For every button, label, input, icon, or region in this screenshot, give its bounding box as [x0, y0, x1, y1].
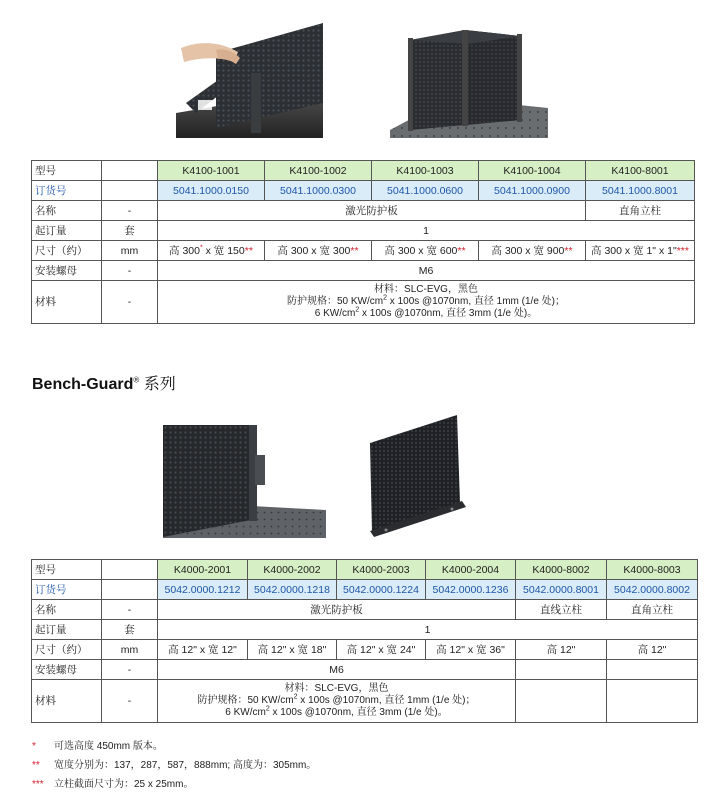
enclosure-box-image [390, 20, 548, 138]
empty-cell [516, 680, 607, 723]
empty-cell [102, 161, 158, 181]
row-label-name: 名称 [32, 600, 102, 620]
size-cell [479, 241, 586, 261]
material-text: x 100s @1070nm, 直径 3mm (1/e 处)。 [269, 707, 448, 718]
k4000-spec-table [31, 559, 698, 723]
model-row [32, 560, 698, 580]
footnote-text: 可选高度 450mm 版本。 [54, 741, 163, 752]
material-line [161, 695, 512, 707]
asterisk-mark: ** [350, 244, 359, 257]
material-line: 材料：SLC-EVG，黑色 [284, 683, 389, 694]
unit-cell: - [102, 281, 158, 324]
order-number-cell: 5041.1000.0900 [479, 181, 586, 201]
footnote [32, 756, 316, 775]
material-line [161, 308, 691, 320]
unit-cell: 套 [102, 221, 158, 241]
material-row [32, 680, 698, 723]
registered-mark: ® [133, 375, 140, 385]
row-label-order: 订货号 [32, 580, 102, 600]
row-label-order: 订货号 [32, 181, 102, 201]
material-cell [158, 281, 695, 324]
unit-cell: - [102, 261, 158, 281]
size-cell [372, 241, 479, 261]
model-cell: K4100-8001 [586, 161, 695, 181]
footnotes [32, 737, 316, 794]
size-cell [586, 241, 695, 261]
footnote-mark: *** [32, 779, 44, 790]
superscript: 2 [383, 294, 388, 302]
material-cell [158, 680, 516, 723]
empty-cell [516, 660, 607, 680]
size-cell [265, 241, 372, 261]
material-text: x 100s @1070nm, 直径 3mm (1/e 处)。 [359, 308, 538, 319]
model-cell: K4100-1001 [158, 161, 265, 181]
material-text: x 100s @1070nm, 直径 1mm (1/e 处)； [297, 695, 476, 706]
material-text: 6 KW/cm [314, 308, 356, 319]
size-cell: 高 12" [516, 640, 607, 660]
order-number-cell: 5042.0000.1212 [158, 580, 248, 600]
size-row [32, 241, 695, 261]
footnote [32, 737, 316, 756]
footnote-mark: * [32, 741, 36, 752]
bench-guard-panel-image [362, 413, 470, 537]
order-number-cell: 5042.0000.8001 [516, 580, 607, 600]
order-row [32, 580, 698, 600]
size-text: 高 300 x 宽 300 [277, 244, 351, 257]
size-cell: 高 12" x 宽 12" [158, 640, 248, 660]
moq-value-cell: 1 [158, 620, 698, 640]
material-text: 防护规格：50 KW/cm [286, 296, 384, 307]
unit-cell: - [102, 660, 158, 680]
material-text: 防护规格：50 KW/cm [197, 695, 294, 706]
product-name-cell: 激光防护板 [158, 600, 516, 620]
model-cell: K4000-2001 [158, 560, 248, 580]
bench-guard-corner-image [163, 425, 326, 538]
size-cell: 高 12" x 宽 18" [248, 640, 337, 660]
size-text: 高 300 [169, 244, 200, 257]
row-label-model: 型号 [32, 560, 102, 580]
model-cell: K4100-1004 [479, 161, 586, 181]
material-line [161, 296, 691, 308]
row-label-nut: 安装螺母 [32, 261, 102, 281]
order-number-cell: 5041.1000.0150 [158, 181, 265, 201]
row-label-name: 名称 [32, 201, 102, 221]
product-name-cell: 激光防护板 [158, 201, 586, 221]
model-cell: K4000-2003 [337, 560, 426, 580]
model-cell: K4100-1002 [265, 161, 372, 181]
superscript: 2 [355, 306, 360, 314]
unit-cell: 套 [102, 620, 158, 640]
model-cell: K4000-2002 [248, 560, 337, 580]
asterisk-mark: ** [564, 244, 573, 257]
size-cell: 高 12" x 宽 24" [337, 640, 426, 660]
row-label-size: 尺寸（约） [32, 241, 102, 261]
row-label-material: 材料 [32, 680, 102, 723]
model-cell: K4000-8002 [516, 560, 607, 580]
asterisk-mark: *** [676, 244, 689, 257]
order-number-cell: 5042.0000.8002 [607, 580, 698, 600]
nut-row [32, 261, 695, 281]
product-name-cell: 直线立柱 [516, 600, 607, 620]
size-text: x 宽 150 [202, 244, 245, 257]
footnote [32, 775, 316, 794]
size-cell: 高 12" [607, 640, 698, 660]
unit-cell: - [102, 600, 158, 620]
row-label-material: 材料 [32, 281, 102, 324]
moq-row [32, 221, 695, 241]
unit-cell: - [102, 680, 158, 723]
row-label-model: 型号 [32, 161, 102, 181]
order-number-cell: 5041.1000.8001 [586, 181, 695, 201]
asterisk-mark: ** [457, 244, 466, 257]
model-cell: K4000-8003 [607, 560, 698, 580]
footnote-mark: ** [32, 760, 40, 771]
material-text: x 100s @1070nm, 直径 1mm (1/e 处)； [387, 296, 565, 307]
superscript: 2 [293, 693, 298, 701]
footnote-text: 立柱截面尺寸为：25 x 25mm。 [54, 779, 194, 790]
moq-row [32, 620, 698, 640]
nut-value-cell: M6 [158, 261, 695, 281]
row-label-size: 尺寸（约） [32, 640, 102, 660]
moq-value-cell: 1 [158, 221, 695, 241]
material-line [161, 707, 512, 719]
enclosure-panel-hand-image [176, 18, 323, 138]
material-text: 6 KW/cm [225, 707, 266, 718]
nut-value-cell: M6 [158, 660, 516, 680]
size-text: 高 300 x 宽 600 [384, 244, 458, 257]
empty-cell [607, 660, 698, 680]
footnote-text: 宽度分别为：137，287，587，888mm; 高度为：305mm。 [54, 760, 317, 771]
model-cell: K4100-1003 [372, 161, 479, 181]
section-title-suffix: 系列 [139, 376, 176, 393]
order-number-cell: 5042.0000.1224 [337, 580, 426, 600]
nut-row [32, 660, 698, 680]
row-label-moq: 起订量 [32, 620, 102, 640]
asterisk-mark: * [199, 244, 203, 251]
material-line: 材料：SLC-EVG，黑色 [374, 284, 478, 295]
asterisk-mark: ** [244, 244, 253, 257]
superscript: 2 [265, 705, 270, 713]
unit-cell: mm [102, 241, 158, 261]
order-row [32, 181, 695, 201]
product-name-cell: 直角立柱 [607, 600, 698, 620]
material-row [32, 281, 695, 324]
order-number-cell: 5041.1000.0300 [265, 181, 372, 201]
size-cell: 高 12" x 宽 36" [426, 640, 516, 660]
empty-cell [607, 680, 698, 723]
empty-cell [102, 560, 158, 580]
section-title-text: Bench-Guard [32, 376, 134, 393]
empty-cell [102, 181, 158, 201]
model-row [32, 161, 695, 181]
order-number-cell: 5042.0000.1218 [248, 580, 337, 600]
k4100-spec-table [31, 160, 695, 324]
unit-cell: mm [102, 640, 158, 660]
product-name-cell: 直角立柱 [586, 201, 695, 221]
order-number-cell: 5042.0000.1236 [426, 580, 516, 600]
section-title [32, 371, 176, 394]
size-text: 高 300 x 宽 1" x 1" [591, 244, 677, 257]
size-text: 高 300 x 宽 900 [491, 244, 565, 257]
row-label-nut: 安装螺母 [32, 660, 102, 680]
empty-cell [102, 580, 158, 600]
size-cell [158, 241, 265, 261]
model-cell: K4000-2004 [426, 560, 516, 580]
order-number-cell: 5041.1000.0600 [372, 181, 479, 201]
unit-cell: - [102, 201, 158, 221]
size-row [32, 640, 698, 660]
name-row [32, 600, 698, 620]
name-row [32, 201, 695, 221]
row-label-moq: 起订量 [32, 221, 102, 241]
